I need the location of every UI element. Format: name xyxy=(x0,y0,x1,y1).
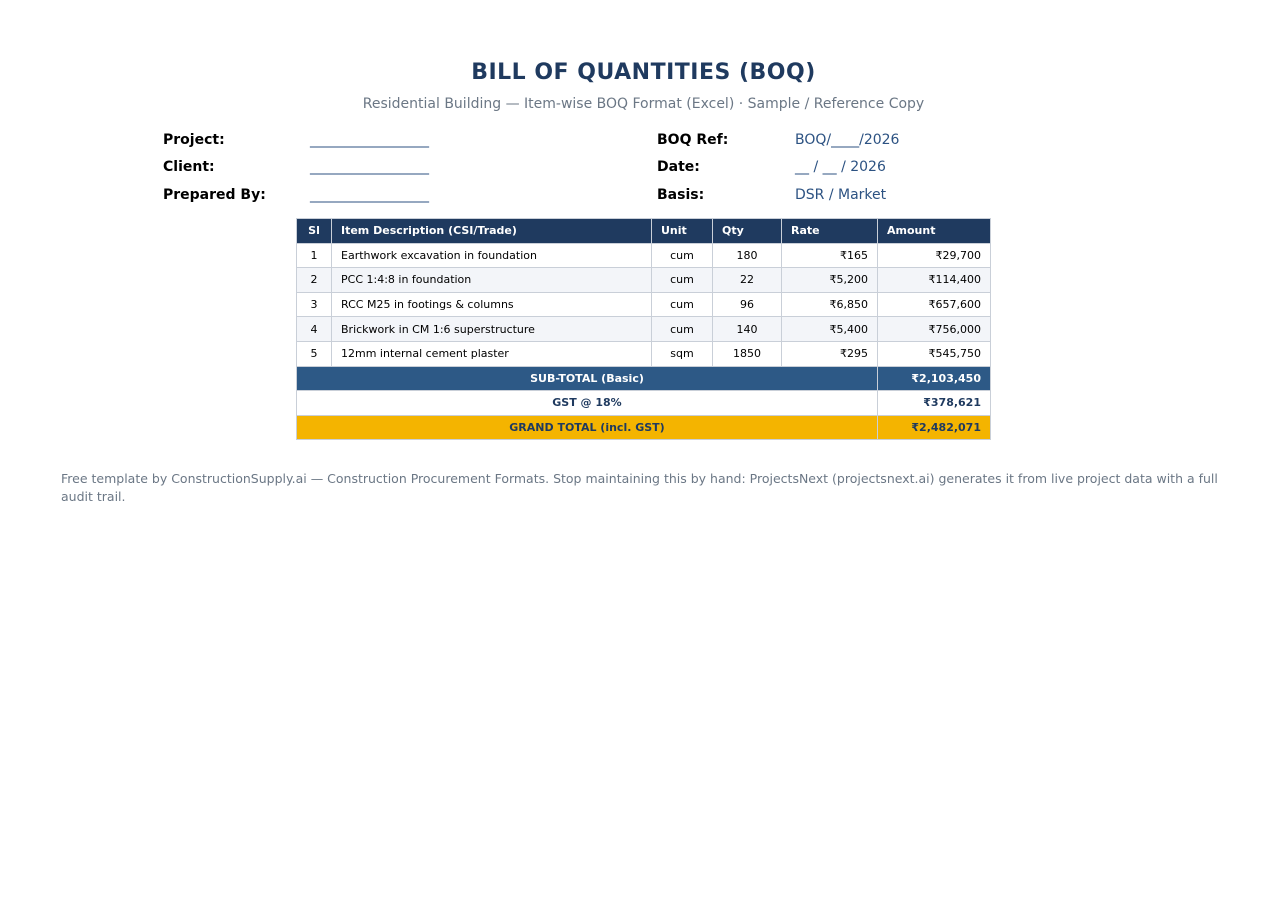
cell-amount: ₹657,600 xyxy=(878,292,991,317)
cell-unit: cum xyxy=(652,268,713,293)
cell-amount: ₹756,000 xyxy=(878,317,991,342)
table-row xyxy=(297,243,991,268)
gst-row xyxy=(297,391,991,416)
cell-description: 12mm internal cement plaster xyxy=(332,341,652,366)
date-label: Date: xyxy=(657,159,700,175)
cell-sl: 5 xyxy=(297,341,332,366)
cell-rate: ₹6,850 xyxy=(782,292,878,317)
table-header-row xyxy=(297,219,991,244)
cell-amount: ₹114,400 xyxy=(878,268,991,293)
table-row xyxy=(297,341,991,366)
table-row xyxy=(297,317,991,342)
basis-value: DSR / Market xyxy=(795,187,887,203)
boq-ref-value: BOQ/____/2026 xyxy=(795,132,900,148)
cell-sl: 1 xyxy=(297,243,332,268)
cell-rate: ₹295 xyxy=(782,341,878,366)
cell-qty: 22 xyxy=(713,268,782,293)
date-value: __ / __ / 2026 xyxy=(795,159,886,175)
cell-description: PCC 1:4:8 in foundation xyxy=(332,268,652,293)
subtotal-label: SUB-TOTAL (Basic) xyxy=(297,366,878,391)
cell-qty: 140 xyxy=(713,317,782,342)
cell-unit: cum xyxy=(652,243,713,268)
gst-label: GST @ 18% xyxy=(297,391,878,416)
header-amount: Amount xyxy=(878,219,991,244)
grand-total-row xyxy=(297,415,991,440)
document-subtitle: Residential Building — Item-wise BOQ Format (Excel) · Sample / Reference Copy xyxy=(362,96,925,112)
cell-unit: sqm xyxy=(652,341,713,366)
cell-unit: cum xyxy=(652,317,713,342)
cell-amount: ₹545,750 xyxy=(878,341,991,366)
cell-qty: 96 xyxy=(713,292,782,317)
project-value: _________________ xyxy=(310,132,429,148)
grand-total-value: ₹2,482,071 xyxy=(878,415,991,440)
cell-description: RCC M25 in footings & columns xyxy=(332,292,652,317)
cell-unit: cum xyxy=(652,292,713,317)
prepared-by-value: _________________ xyxy=(310,187,429,203)
header-qty: Qty xyxy=(713,219,782,244)
client-label: Client: xyxy=(163,159,215,175)
subtotal-value: ₹2,103,450 xyxy=(878,366,991,391)
cell-sl: 4 xyxy=(297,317,332,342)
header-sl: Sl xyxy=(297,219,332,244)
boq-ref-label: BOQ Ref: xyxy=(657,132,729,148)
cell-rate: ₹5,400 xyxy=(782,317,878,342)
header-unit: Unit xyxy=(652,219,713,244)
cell-sl: 2 xyxy=(297,268,332,293)
project-label: Project: xyxy=(163,132,225,148)
cell-amount: ₹29,700 xyxy=(878,243,991,268)
cell-qty: 1850 xyxy=(713,341,782,366)
cell-description: Earthwork excavation in foundation xyxy=(332,243,652,268)
document-title: BILL OF QUANTITIES (BOQ) xyxy=(471,60,816,85)
prepared-by-label: Prepared By: xyxy=(163,187,266,203)
basis-label: Basis: xyxy=(657,187,705,203)
cell-rate: ₹5,200 xyxy=(782,268,878,293)
grand-total-label: GRAND TOTAL (incl. GST) xyxy=(297,415,878,440)
cell-qty: 180 xyxy=(713,243,782,268)
gst-value: ₹378,621 xyxy=(878,391,991,416)
table-row xyxy=(297,292,991,317)
cell-description: Brickwork in CM 1:6 superstructure xyxy=(332,317,652,342)
client-value: _________________ xyxy=(310,159,429,175)
header-rate: Rate xyxy=(782,219,878,244)
footer-note: Free template by ConstructionSupply.ai — Construction Procurement Formats. Stop maintaining this by hand: ProjectsNext (projectsnext.ai) generates it from live project data with a full audit trail. xyxy=(61,471,1218,504)
boq-table xyxy=(296,218,991,440)
cell-sl: 3 xyxy=(297,292,332,317)
subtotal-row xyxy=(297,366,991,391)
meta-block xyxy=(0,132,1287,212)
table-row xyxy=(297,268,991,293)
cell-rate: ₹165 xyxy=(782,243,878,268)
header-description: Item Description (CSI/Trade) xyxy=(332,219,652,244)
